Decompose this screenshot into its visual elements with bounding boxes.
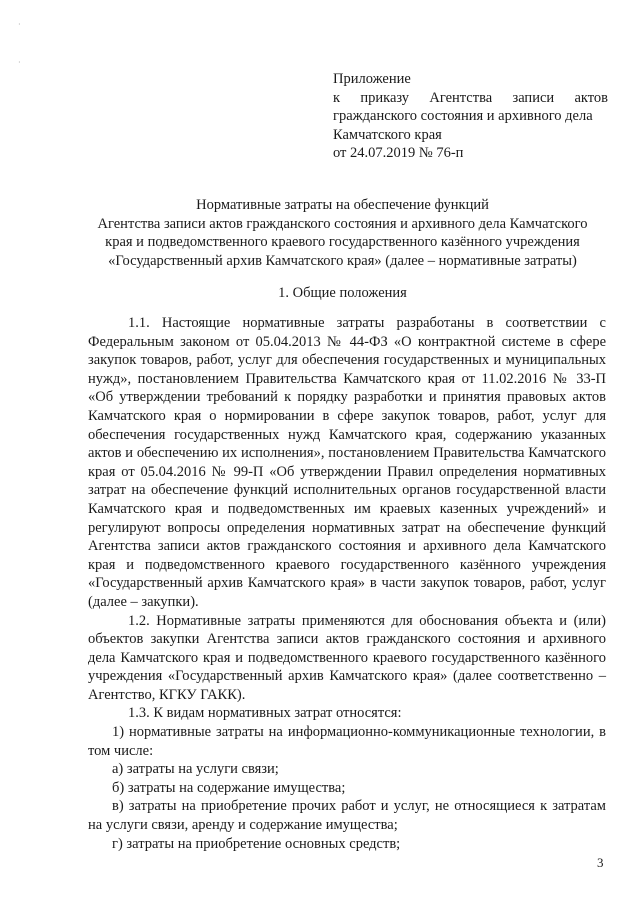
list-item-1: 1) нормативные затраты на информационно-коммуникационные технологии, в том числе: bbox=[88, 724, 606, 759]
paragraph-1-3: 1.3. К видам нормативных затрат относятся: bbox=[128, 705, 402, 722]
page-number: 3 bbox=[597, 855, 604, 870]
document-title-line: края и подведомственного краевого государственного казённого учреждения bbox=[105, 234, 580, 250]
document-body bbox=[88, 314, 606, 853]
list-item-g: г) затраты на приобретение основных средств; bbox=[112, 835, 401, 852]
appendix-date-number: от 24.07.2019 № 76-п bbox=[333, 145, 464, 161]
document-title-line: «Государственный архив Камчатского края» (далее – нормативные затраты) bbox=[108, 252, 577, 269]
scan-artifact-mark: · bbox=[18, 20, 21, 29]
document-title-line: Нормативные затраты на обеспечение функций bbox=[196, 197, 489, 213]
list-item-b: б) затраты на содержание имущества; bbox=[112, 779, 346, 796]
appendix-block bbox=[333, 70, 608, 163]
list-item-a: а) затраты на услуги связи; bbox=[112, 761, 279, 778]
scan-artifact-mark: · bbox=[18, 58, 21, 67]
document-title-line: Агентства записи актов гражданского состояния и архивного дела Камчатского bbox=[97, 215, 588, 232]
section-heading: 1. Общие положения bbox=[278, 285, 407, 301]
appendix-line: к приказу Агентства записи актов bbox=[333, 89, 608, 106]
list-item-v: в) затраты на приобретение прочих работ и услуг, не относящиеся к затратам на услуги связи, аренду и содержание имущества; bbox=[88, 798, 606, 834]
appendix-line: гражданского состояния и архивного дела bbox=[333, 108, 593, 124]
appendix-title: Приложение bbox=[333, 71, 411, 87]
appendix-line: Камчатского края bbox=[333, 126, 442, 143]
document-title bbox=[80, 196, 605, 270]
paragraph-1-2: 1.2. Нормативные затраты применяются для обоснования объекта и (или) объектов закупки Агентства записи актов гражданского состояния и архивного дела Камчатского края и подведомственного краевого государственного казённого учреждения «Государственный архив Камчатского края» (далее соответственно – Агентство, КГКУ ГАКК). bbox=[88, 612, 606, 703]
paragraph-1-1: 1.1. Настоящие нормативные затраты разработаны в соответствии с Федеральным законом от 05.04.2013 № 44-ФЗ «О контрактной системе в сфере закупок товаров, работ, услуг для обеспечения государственных и муниципальных нужд», постановлением Правительства Камчатского края от 11.02.2016 № 33-П «Об утверждении требований к порядку разработки и принятия правовых актов Камчатского края о нормировании в сфере закупок товаров, работ, услуг для обеспечения государственных нужд Камчатского края, содержанию указанных актов и обеспечению их исполнения», постановлением Правительства Камчатского края от 05.04.2016 № 99-П «Об утверждении Правил определения нормативных затрат на обеспечение функций исполнительных органов государственной власти Камчатского края и подведомственных им краевых казенных учреждений» и регулируют вопросы определения нормативных затрат на обеспечение функций Агентства записи актов гражданского состояния и архивного дела Камчатского края и подведомственного краевого государственного казённого учреждения «Государственный архив Камчатского края» в части закупок товаров, работ, услуг (далее – закупки). bbox=[88, 315, 606, 610]
